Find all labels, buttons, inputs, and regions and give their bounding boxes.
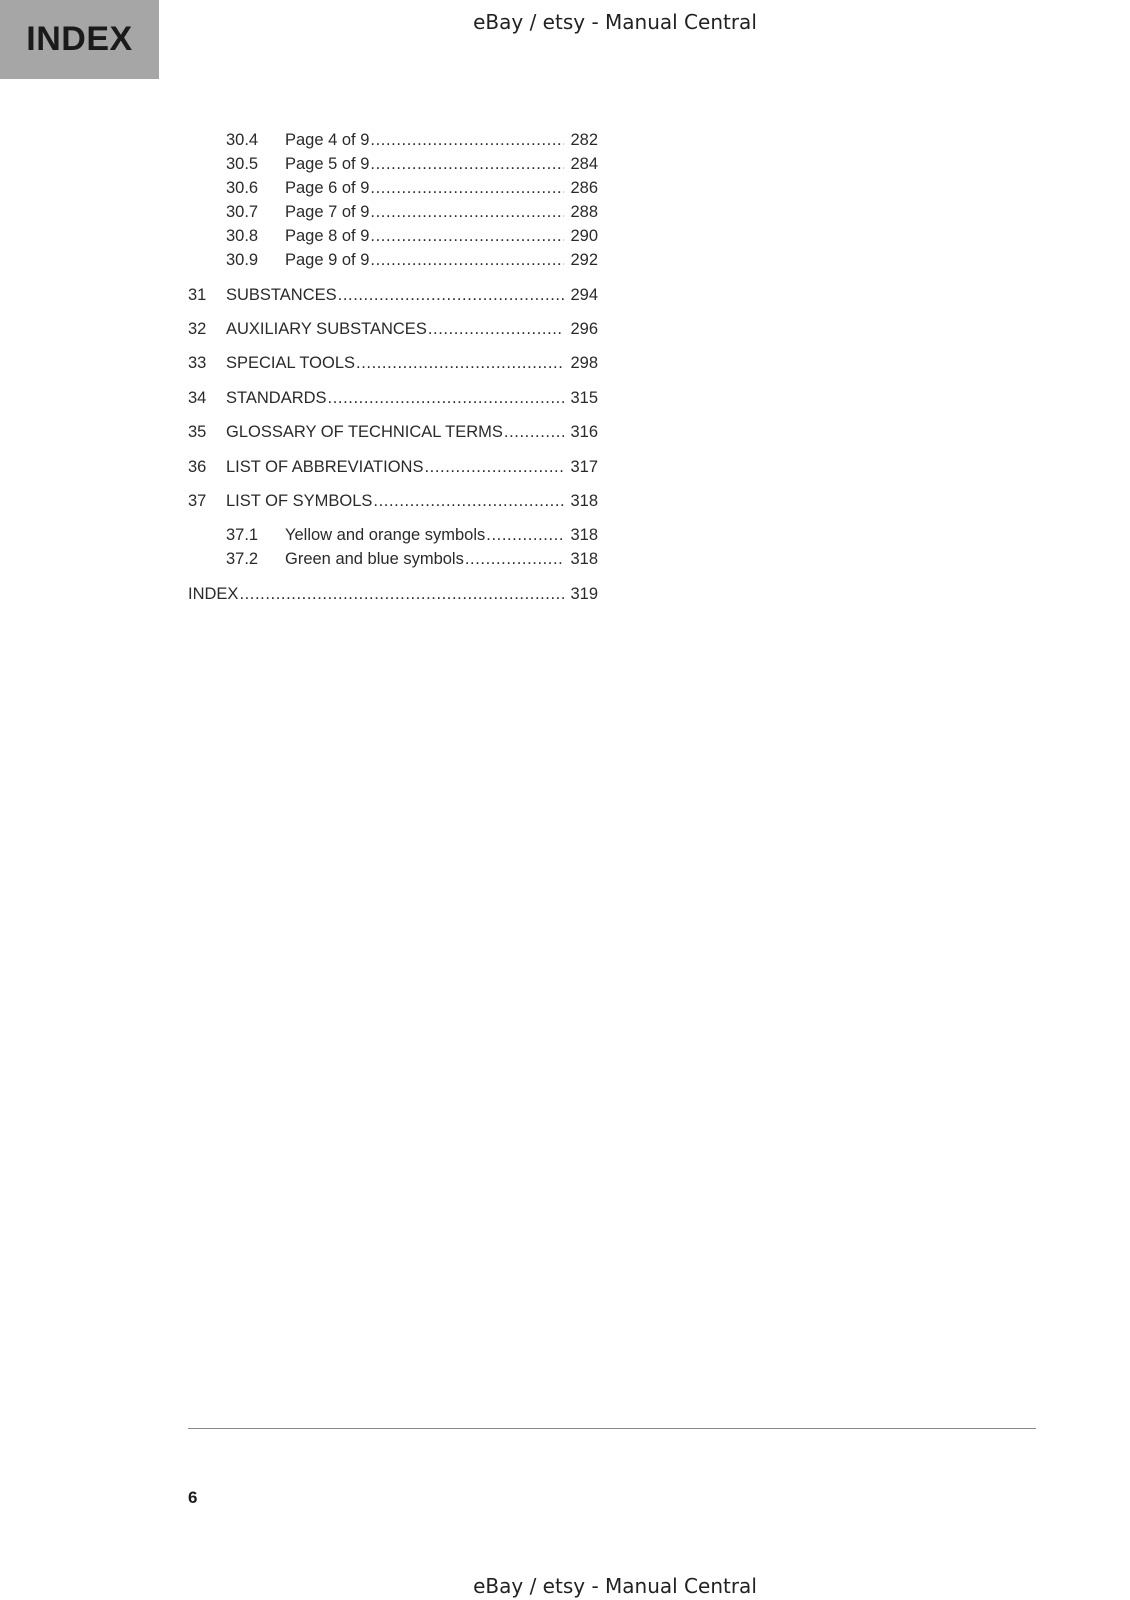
toc-dot-leader bbox=[328, 387, 564, 409]
toc-entry-page: 319 bbox=[570, 585, 598, 603]
toc-dot-leader bbox=[338, 284, 564, 306]
toc-dot-leader bbox=[428, 318, 564, 340]
toc-entry[interactable] bbox=[188, 456, 598, 478]
toc-dot-leader bbox=[465, 548, 564, 570]
toc-entry-number: 37.2 bbox=[226, 550, 259, 568]
toc-entry[interactable] bbox=[188, 387, 598, 409]
footer-divider bbox=[188, 1428, 1036, 1429]
toc-entry[interactable] bbox=[188, 318, 598, 340]
toc-entry-page: 296 bbox=[570, 320, 598, 338]
toc-dot-leader bbox=[373, 490, 564, 512]
page-footer: eBay / etsy - Manual Central bbox=[473, 1574, 757, 1598]
toc-entry-page: 318 bbox=[570, 492, 598, 510]
toc-entry-title: LIST OF SYMBOLS bbox=[226, 492, 373, 510]
toc-entry-page: 286 bbox=[570, 179, 598, 197]
toc-dot-leader bbox=[424, 456, 564, 478]
toc-entry-title: STANDARDS bbox=[226, 389, 327, 407]
toc-entry-page: 288 bbox=[570, 203, 598, 221]
toc-entry[interactable] bbox=[188, 177, 598, 199]
toc-entry[interactable] bbox=[188, 352, 598, 374]
toc-entry-title: Page 9 of 9 bbox=[285, 251, 370, 269]
toc-entry-page: 290 bbox=[570, 227, 598, 245]
toc-entry-title: AUXILIARY SUBSTANCES bbox=[226, 320, 427, 338]
toc-entry-title: Page 5 of 9 bbox=[285, 155, 370, 173]
toc-entry-title: LIST OF ABBREVIATIONS bbox=[226, 458, 424, 476]
toc-entry-title: Yellow and orange symbols bbox=[285, 526, 486, 544]
toc-entry-page: 317 bbox=[570, 458, 598, 476]
toc-dot-leader bbox=[239, 583, 564, 605]
toc-entry-page: 298 bbox=[570, 354, 598, 372]
page-header: eBay / etsy - Manual Central bbox=[473, 10, 757, 34]
toc-entry-title: Page 4 of 9 bbox=[285, 131, 370, 149]
toc-dot-leader bbox=[370, 153, 564, 175]
toc-entry-title: SUBSTANCES bbox=[226, 286, 337, 304]
toc-entry-number: 37.1 bbox=[226, 526, 259, 544]
toc-entry-title: GLOSSARY OF TECHNICAL TERMS bbox=[226, 423, 503, 441]
toc-entry-number: 35 bbox=[188, 423, 207, 441]
toc-entry-number: 30.5 bbox=[226, 155, 259, 173]
toc-entry[interactable] bbox=[188, 249, 598, 271]
toc-entry[interactable] bbox=[188, 284, 598, 306]
toc-entry-number: 30.4 bbox=[226, 131, 259, 149]
toc-entry[interactable] bbox=[188, 129, 598, 151]
toc-entry-number: 31 bbox=[188, 286, 207, 304]
toc-entry-number: 30.8 bbox=[226, 227, 259, 245]
toc-dot-leader bbox=[356, 352, 564, 374]
toc-entry[interactable] bbox=[188, 548, 598, 570]
toc-entry-title: Page 8 of 9 bbox=[285, 227, 370, 245]
toc-dot-leader bbox=[486, 524, 564, 546]
toc-dot-leader bbox=[370, 177, 564, 199]
toc-entry[interactable] bbox=[188, 490, 598, 512]
toc-entry-number: 30.9 bbox=[226, 251, 259, 269]
toc-entry-page: 316 bbox=[570, 423, 598, 441]
toc-entry-page: 318 bbox=[570, 550, 598, 568]
toc-dot-leader bbox=[504, 421, 564, 443]
toc-entry[interactable] bbox=[188, 201, 598, 223]
toc-entry-page: 318 bbox=[570, 526, 598, 544]
toc-dot-leader bbox=[370, 249, 564, 271]
toc-entry-page: 315 bbox=[570, 389, 598, 407]
toc-entry-number: 34 bbox=[188, 389, 207, 407]
toc-entry-page: 292 bbox=[570, 251, 598, 269]
toc-entry-title: Page 7 of 9 bbox=[285, 203, 370, 221]
toc-dot-leader bbox=[370, 201, 564, 223]
toc-dot-leader bbox=[370, 129, 564, 151]
toc-entry[interactable] bbox=[188, 583, 598, 605]
toc-entry-page: 294 bbox=[570, 286, 598, 304]
toc-entry-title: SPECIAL TOOLS bbox=[226, 354, 356, 372]
toc-entry[interactable] bbox=[188, 225, 598, 247]
page-number: 6 bbox=[188, 1488, 198, 1507]
toc-entry-title: Green and blue symbols bbox=[285, 550, 464, 568]
toc-entry[interactable] bbox=[188, 421, 598, 443]
toc-entry-number: 36 bbox=[188, 458, 207, 476]
section-tab-label: INDEX bbox=[26, 20, 133, 58]
toc-entry-number: 30.6 bbox=[226, 179, 259, 197]
toc-entry[interactable] bbox=[188, 524, 598, 546]
toc-entry-number: 37 bbox=[188, 492, 207, 510]
toc-entry-page: 282 bbox=[570, 131, 598, 149]
toc-entry-number: 30.7 bbox=[226, 203, 259, 221]
toc-entry-page: 284 bbox=[570, 155, 598, 173]
toc-entry-title: INDEX bbox=[188, 585, 239, 603]
toc-entry-title: Page 6 of 9 bbox=[285, 179, 370, 197]
toc-entry-number: 32 bbox=[188, 320, 207, 338]
toc-entry-number: 33 bbox=[188, 354, 207, 372]
toc-dot-leader bbox=[370, 225, 564, 247]
toc-entry[interactable] bbox=[188, 153, 598, 175]
